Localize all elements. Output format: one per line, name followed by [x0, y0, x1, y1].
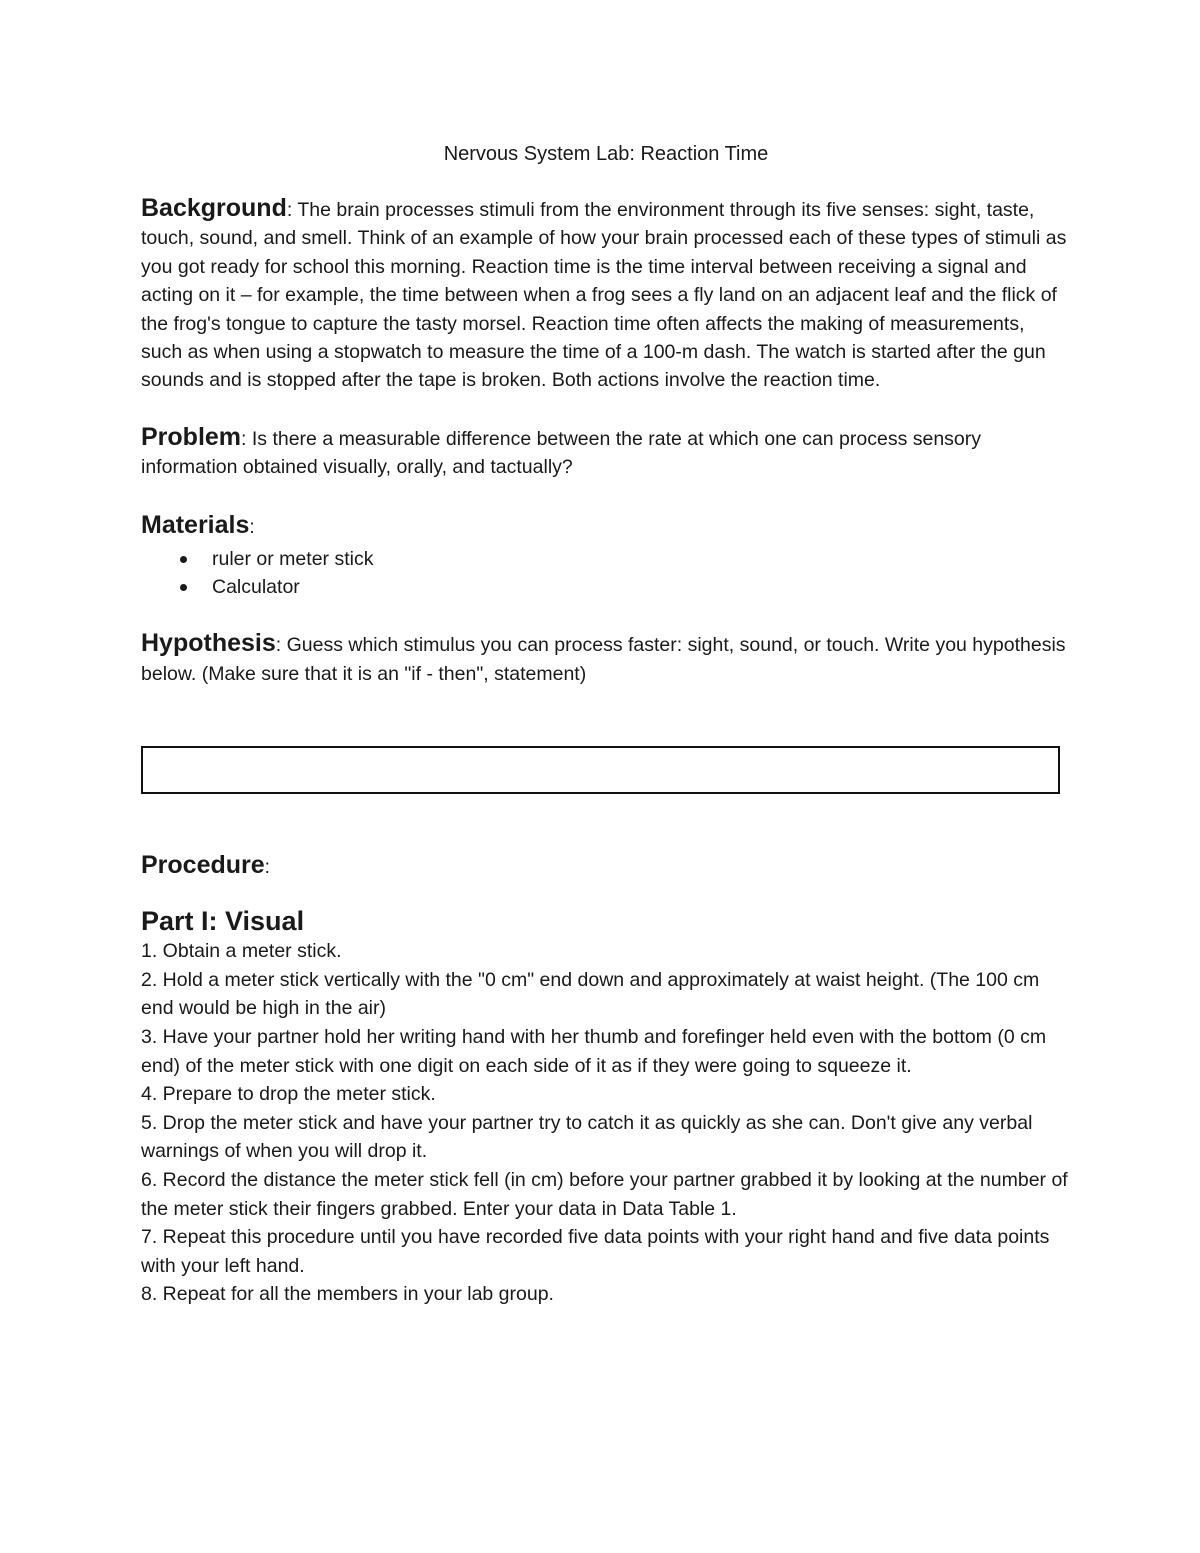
procedure-step: 7. Repeat this procedure until you have recorded five data points with your right hand and five data points with your left hand.	[141, 1226, 1050, 1277]
problem-section	[141, 423, 1071, 482]
background-heading: Background	[141, 194, 287, 222]
procedure-heading: Procedure	[141, 851, 265, 880]
materials-list-item: ruler or meter stick	[141, 545, 1071, 573]
part-1-heading: Part I: Visual	[141, 906, 305, 937]
materials-colon: :	[249, 516, 255, 538]
procedure-step: 5. Drop the meter stick and have your partner try to catch it as quickly as she can. Don't give any verbal warnings of when you will drop it.	[141, 1111, 1033, 1163]
procedure-section	[141, 850, 1071, 1309]
materials-section	[141, 510, 1071, 602]
procedure-step: 4. Prepare to drop the meter stick.	[141, 1083, 436, 1106]
hypothesis-text: : Guess which stimulus you can process faster: sight, sound, or touch. Write you hypothesis below. (Make sure that it is an "if - then", statement)	[141, 634, 1066, 685]
background-paragraph	[141, 194, 1071, 395]
problem-paragraph	[141, 423, 1071, 482]
hypothesis-answer-box[interactable]	[141, 746, 1060, 794]
procedure-step: 6. Record the distance the meter stick fell (in cm) before your partner grabbed it by looking at the number of the meter stick their fingers grabbed. Enter your data in Data Table 1.	[141, 1169, 1068, 1220]
procedure-heading-line	[141, 850, 1071, 883]
hypothesis-heading: Hypothesis	[141, 629, 276, 658]
procedure-step: 3. Have your partner hold her writing hand with her thumb and forefinger held even with the bottom (0 cm end) of the meter stick with one digit on each side of it as if they were going to squeeze it.	[141, 1026, 1047, 1077]
hypothesis-paragraph	[141, 629, 1071, 688]
procedure-steps-list	[141, 937, 1071, 1309]
problem-heading: Problem	[141, 422, 242, 451]
problem-text: : Is there a measurable difference between the rate at which one can process sensory information obtained visually, orally, and tactually?	[141, 427, 982, 479]
hypothesis-section	[141, 629, 1071, 794]
background-text: : The brain processes stimuli from the environment through its five senses: sight, taste, touch, sound, and smell. Think of an example of how your brain processed each of these types of stimuli as you got ready for school this morning. Reaction time is the time interval between receiving a signal and acting on it – for example, the time between when a frog sees a fly land on an adjacent leaf and the flick of the frog's tongue to capture the tasty morsel. Reaction time often affects the making of measurements, such as when using a stopwatch to measure the time of a 100-m dash. The watch is started after the gun sounds and is stopped after the tape is broken. Both actions involve the reaction time.	[141, 199, 1067, 392]
procedure-step: 8. Repeat for all the members in your lab group.	[141, 1283, 554, 1306]
materials-list	[141, 545, 1071, 602]
materials-list-item: Calculator	[141, 573, 1071, 601]
background-section	[141, 194, 1071, 395]
document-title: Nervous System Lab: Reaction Time	[443, 143, 769, 165]
procedure-step: 1. Obtain a meter stick.	[141, 940, 342, 963]
procedure-colon: :	[264, 857, 270, 879]
materials-heading-line	[141, 510, 1071, 543]
materials-heading: Materials	[141, 510, 250, 539]
document-page	[141, 140, 1071, 1309]
procedure-step: 2. Hold a meter stick vertically with the "0 cm" end down and approximately at waist height. (The 100 cm end would be high in the air)	[141, 968, 1040, 1020]
